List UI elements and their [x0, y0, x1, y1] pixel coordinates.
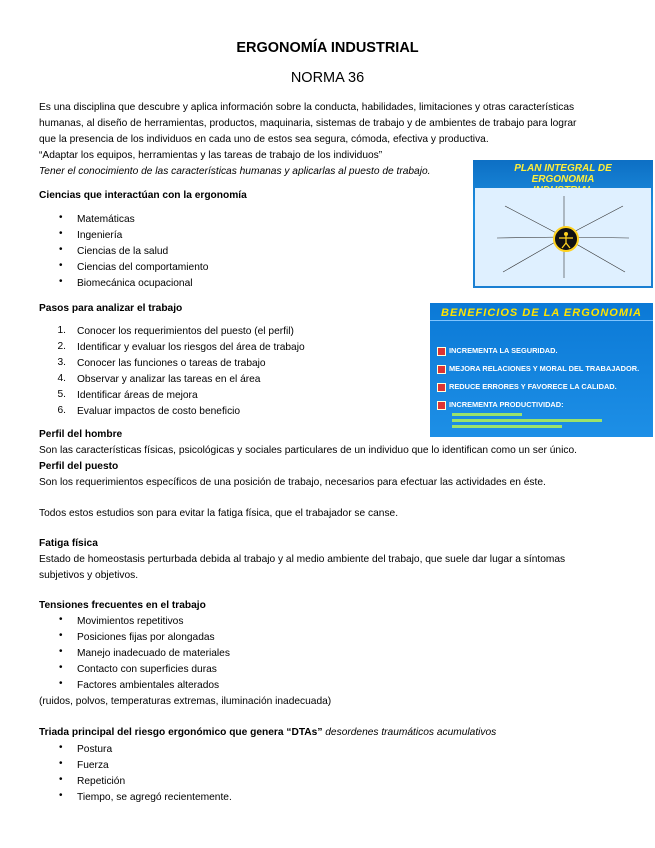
triada-heading-italic: desordenes traumáticos acumulativos — [322, 727, 497, 738]
intro-italic: Tener el conocimiento de las características humanas y aplicarlas al puesto de trabajo. — [39, 166, 431, 177]
perfil-hombre-heading: Perfil del hombre — [39, 429, 123, 440]
fatiga-heading: Fatiga física — [39, 538, 98, 549]
list-number: 6. — [57, 405, 66, 416]
perfil-hombre-text: Son las características físicas, psicológicas y sociales particulares de un individuo que lo identifican como un ser único. — [39, 445, 577, 456]
bullet-icon: • — [59, 758, 63, 769]
pasos-heading: Pasos para analizar el trabajo — [39, 303, 183, 314]
list-item: Identificar áreas de mejora — [77, 390, 198, 401]
beneficios-figure — [430, 303, 653, 437]
triada-heading-bold: Triada principal del riesgo ergonómico que genera “DTAs” — [39, 727, 323, 738]
bullet-icon: • — [59, 662, 63, 673]
perfil-puesto-text: Son los requerimientos específicos de una posición de trabajo, necesarios para efectuar las actividades en éste. — [39, 477, 546, 488]
bullet-icon: • — [59, 774, 63, 785]
list-item: Contacto con superficies duras — [77, 664, 217, 675]
list-item: Movimientos repetitivos — [77, 616, 184, 627]
checkbox-icon — [437, 365, 446, 374]
intro-line-2: humanas, al diseño de herramientas, productos, maquinaria, sistemas de trabajo y de ambientes de trabajo para lograr — [39, 118, 577, 129]
intro-line-3: que la presencia de los individuos en cada uno de estos sea segura, cómoda, efectiva y productiva. — [39, 134, 489, 145]
ciencias-heading: Ciencias que interactúan con la ergonomía — [39, 190, 247, 201]
plan-integral-figure — [473, 160, 653, 288]
checkbox-icon — [437, 383, 446, 392]
figure2-row: REDUCE ERRORES Y FAVORECE LA CALIDAD. — [449, 382, 617, 391]
figure2-row: MEJORA RELACIONES Y MORAL DEL TRABAJADOR. — [449, 364, 640, 373]
list-item: Tiempo, se agregó recientemente. — [77, 792, 232, 803]
perfil-puesto-heading: Perfil del puesto — [39, 461, 119, 472]
list-item: Repetición — [77, 776, 126, 787]
document-subtitle: NORMA 36 — [290, 70, 365, 86]
intro-line-1: Es una disciplina que descubre y aplica información sobre la conducta, habilidades, limitaciones y otras características — [39, 102, 575, 113]
list-item: Observar y analizar las tareas en el área — [77, 374, 261, 385]
bullet-icon: • — [59, 244, 63, 255]
list-item: Fuerza — [77, 760, 109, 771]
bullet-icon: • — [59, 614, 63, 625]
tensiones-heading: Tensiones frecuentes en el trabajo — [39, 600, 206, 611]
bullet-icon: • — [59, 742, 63, 753]
figure1-title-line-1: PLAN INTEGRAL DE — [514, 163, 612, 174]
figure2-subitem — [452, 419, 602, 422]
list-number: 4. — [57, 373, 66, 384]
figure1-title-line-2: ERGONOMIA — [531, 174, 595, 185]
bullet-icon: • — [59, 790, 63, 801]
fatiga-line-1: Estado de homeostasis perturbada debida al trabajo y al medio ambiente del trabajo, que suele dar lugar a síntomas — [39, 554, 566, 565]
bullet-icon: • — [59, 212, 63, 223]
intro-quote: “Adaptar los equipos, herramientas y las tareas de trabajo de los individuos” — [39, 150, 383, 161]
figure2-subitem — [452, 425, 562, 428]
figure2-row: INCREMENTA LA SEGURIDAD. — [449, 346, 558, 355]
list-item: Postura — [77, 744, 113, 755]
tensiones-note: (ruidos, polvos, temperaturas extremas, iluminación inadecuada) — [39, 696, 332, 707]
figure2-row: INCREMENTA PRODUCTIVIDAD: — [449, 400, 564, 409]
checkbox-icon — [437, 401, 446, 410]
checkbox-icon — [437, 347, 446, 356]
list-number: 1. — [57, 325, 66, 336]
list-item: Matemáticas — [77, 214, 135, 225]
list-item: Identificar y evaluar los riesgos del área de trabajo — [77, 342, 305, 353]
list-item: Manejo inadecuado de materiales — [77, 648, 230, 659]
list-item: Conocer las funciones o tareas de trabajo — [77, 358, 266, 369]
figure2-title: BENEFICIOS DE LA ERGONOMIA — [441, 307, 642, 319]
bullet-icon: • — [59, 678, 63, 689]
list-item: Biomecánica ocupacional — [77, 278, 193, 289]
list-item: Factores ambientales alterados — [77, 680, 220, 691]
list-item: Posiciones fijas por alongadas — [77, 632, 215, 643]
fatiga-line-2: subjetivos y objetivos. — [39, 570, 139, 581]
bullet-icon: • — [59, 646, 63, 657]
bullet-icon: • — [59, 630, 63, 641]
figure2-divider — [430, 320, 653, 321]
figure1-diagram-panel — [475, 188, 651, 286]
list-number: 5. — [57, 389, 66, 400]
figure2-subitem — [452, 413, 522, 416]
bullet-icon: • — [59, 276, 63, 287]
list-item: Evaluar impactos de costo beneficio — [77, 406, 241, 417]
document-title: ERGONOMÍA INDUSTRIAL — [236, 40, 419, 56]
triada-heading — [39, 726, 496, 739]
vitruvian-man-icon — [553, 226, 579, 252]
list-item: Ciencias del comportamiento — [77, 262, 209, 273]
bullet-icon: • — [59, 260, 63, 271]
list-number: 2. — [57, 341, 66, 352]
bullet-icon: • — [59, 228, 63, 239]
list-item: Conocer los requerimientos del puesto (el perfil) — [77, 326, 294, 337]
list-item: Ingeniería — [77, 230, 123, 241]
fatiga-note: Todos estos estudios son para evitar la fatiga física, que el trabajador se canse. — [39, 508, 399, 519]
list-number: 3. — [57, 357, 66, 368]
list-item: Ciencias de la salud — [77, 246, 169, 257]
